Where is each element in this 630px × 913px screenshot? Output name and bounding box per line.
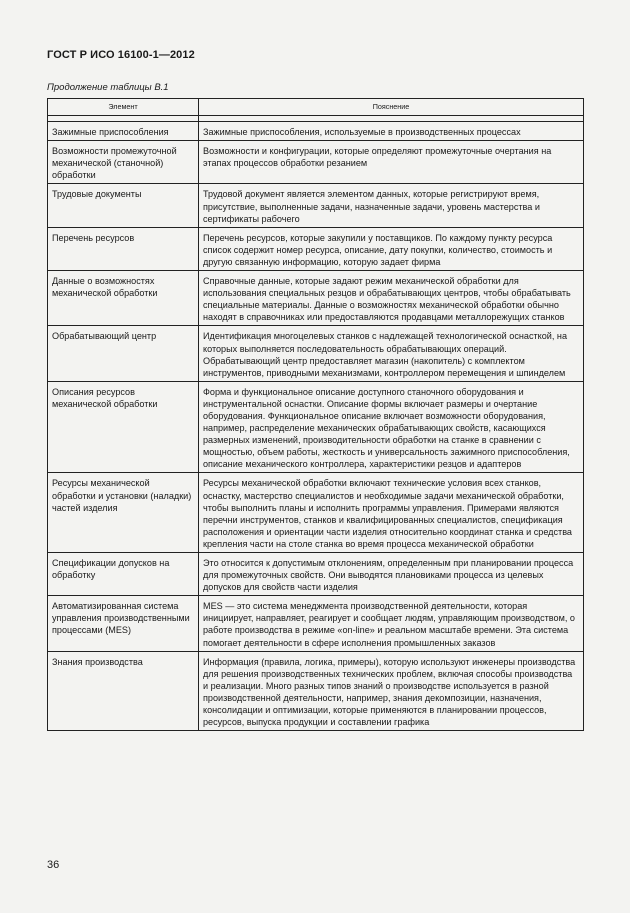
description-cell: Справочные данные, которые задают режим механической обработки для использования специальных резцов и обрабатывающих центров, чтобы обрабатывать специальные материалы. Данные о возможностях механической обработки обычно находят в справочниках или предоставляются продавцами металлорежущих станков [199,271,584,326]
document-title: ГОСТ Р ИСО 16100-1—2012 [47,49,195,61]
table-row [48,141,584,184]
table-row [48,553,584,596]
description-cell: Это относится к допустимым отклонениям, определенным при планировании процесса для промежуточных свойств. Они выводятся плановиками процесса из целевых допусков для свойств части изделия [199,553,584,596]
table-row [48,184,584,227]
term-cell: Знания производства [48,651,199,731]
description-cell: Перечень ресурсов, которые закупили у поставщиков. По каждому пункту ресурса список содержит номер ресурса, описание, дату покупки, количество, стоимость и другую связанную информацию, которую задает фирма [199,227,584,270]
definitions-table [47,98,584,731]
table-row [48,651,584,731]
description-cell: Зажимные приспособления, используемые в производственных процессах [199,122,584,141]
term-cell: Трудовые документы [48,184,199,227]
term-cell: Ресурсы механической обработки и установки (наладки) частей изделия [48,473,199,553]
description-cell: Идентификация многоцелевых станков с надлежащей технологической оснасткой, на которых выполняется последовательность обрабатывающих операций. Обрабатывающий центр предоставляет магазин (накопитель) с комплектом инструментов, приводными механизмами, контроллером перемещения и шпинделем [199,326,584,381]
term-cell: Перечень ресурсов [48,227,199,270]
term-cell: Зажимные приспособления [48,122,199,141]
description-cell: Ресурсы механической обработки включают технические условия всех станков, оснастку, мастерство специалистов и необходимые задачи механической обработки, чтобы выполнить планы и исполнить программы управления. Примерами являются перечни инструментов, станков и квалифицированных специалистов, спецификация расположения и ориентации части изделия относительно координат станка и средства крепления части на столе станка во время процесса механической обработки [199,473,584,553]
table-row [48,381,584,473]
table-row [48,596,584,651]
description-cell: MES — это система менеджмента производственной деятельности, которая инициирует, направляет, реагирует и сообщает людям, управляющим производством, о работе производства в режиме «on-line» и реальном масштабе времени. Эта система помогает деятельности в сфере исполнения промышленных заказов [199,596,584,651]
table-row [48,271,584,326]
description-cell: Возможности и конфигурации, которые определяют промежуточные очертания на этапах процессов обработки резанием [199,141,584,184]
term-cell: Обрабатывающий центр [48,326,199,381]
term-cell: Данные о возможностях механической обработки [48,271,199,326]
description-cell: Трудовой документ является элементом данных, которые регистрируют время, присутствие, выполненные задачи, назначенные задачи, уровень мастерства и сертификаты рабочего [199,184,584,227]
page-number: 36 [47,859,60,871]
description-cell: Форма и функциональное описание доступного станочного оборудования и инструментальной оснастки. Описание формы включает размеры и очертание оборудования. Функциональное описание включает возможности оборудования, например, распределение механических обрабатывающих свойств, касающихся размерных изменений, производительности обработки на станке в сравнении с мощностью, объем работы, жесткость и универсальность зажимного приспособления, описание механического контроллера, характеристики резцов и адаптеров [199,381,584,473]
column-header-explanation: Пояснение [199,99,584,116]
table-row [48,326,584,381]
term-cell: Описания ресурсов механической обработки [48,381,199,473]
table-row [48,473,584,553]
description-cell: Информация (правила, логика, примеры), которую используют инженеры производства для решения производственных технических проблем, включая способы производства и реализации. Много разных типов знаний о производстве используется в разной производственной деятельности, например, знания декомпозиции, назначения, консолидации и оптимизации, которые применяются в планировании процессов, ресурсов, выпуска продукции и составлении графика [199,651,584,731]
table-row [48,122,584,141]
term-cell: Спецификации допусков на обработку [48,553,199,596]
table-header-row [48,99,584,116]
column-header-element: Элемент [48,99,199,116]
table-row [48,227,584,270]
table-caption: Продолжение таблицы В.1 [47,82,169,93]
term-cell: Возможности промежуточной механической (станочной) обработки [48,141,199,184]
term-cell: Автоматизированная система управления производственными процессами (MES) [48,596,199,651]
